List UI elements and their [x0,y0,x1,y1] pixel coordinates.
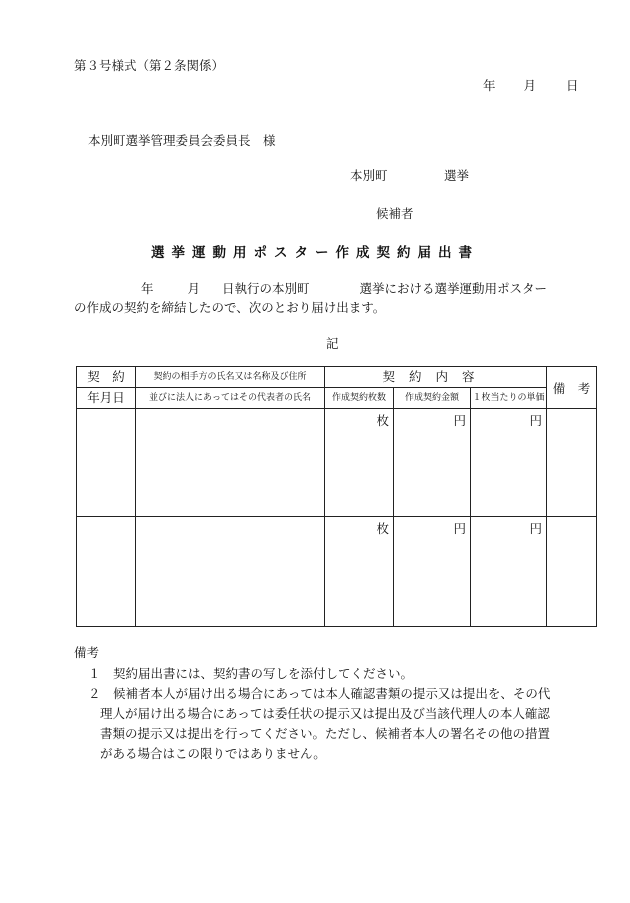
table-row [77,517,597,627]
ki-label: 記 [326,336,339,351]
sender-candidate: 候補者 [376,206,414,221]
form-number: 第３号様式（第２条関係） [74,58,225,73]
cell-amount[interactable]: 円 [394,409,471,517]
cell-party[interactable] [136,517,325,627]
cell-date[interactable] [77,409,136,517]
note-item-1: １ 契約届出書には、契約書の写しを添付してください。 [88,666,414,681]
sender-town: 本別町 [350,168,388,183]
note-item-2: ２ 候補者本人が届け出る場合にあっては本人確認書類の提示又は提出を、その代 [88,686,551,701]
cell-count[interactable]: 枚 [325,517,394,627]
date-month: 月 [523,78,537,93]
cell-date[interactable] [77,517,136,627]
date-line [483,76,579,94]
header-contract: 契約内容 [325,367,547,388]
body-line-1 [141,279,547,297]
document-title: 選挙運動用ポスター作成契約届出書 [151,245,479,261]
cell-unit-price[interactable]: 円 [471,409,547,517]
cell-remarks[interactable] [547,517,597,627]
header-date-line2: 年月日 [77,388,136,409]
header-party-line1: 契約の相手方の氏名又は名称及び住所 [136,367,325,388]
cell-unit-price[interactable]: 円 [471,517,547,627]
body-year: 年 [141,281,154,296]
body-line-2: の作成の契約を締結したので、次のとおり届け出ます。 [74,300,386,315]
cell-remarks[interactable] [547,409,597,517]
body-month: 月 [187,281,201,296]
body-election-suffix: 選挙における選挙運動用ポスター [359,281,548,296]
note-item-2-cont-2: 書類の提示又は提出を行ってください。ただし、候補者本人の署名その他の措置 [100,726,551,741]
cell-party[interactable] [136,409,325,517]
date-day: 日 [566,78,579,93]
table-row [77,409,597,517]
header-amount: 作成契約金額 [394,388,471,409]
contract-table [76,366,597,627]
note-item-2-cont-3: がある場合はこの限りではありません。 [100,746,326,761]
notes-title: 備考 [74,645,100,660]
cell-amount[interactable]: 円 [394,517,471,627]
header-count: 作成契約枚数 [325,388,394,409]
recipient: 本別町選挙管理委員会委員長 様 [88,133,276,148]
header-remarks: 備 考 [547,367,597,409]
header-party-line2: 並びに法人にあってはその代表者の氏名 [136,388,325,409]
body-day-prefix: 日執行の本別町 [222,281,310,296]
header-unit-price: １枚当たりの単価 [471,388,547,409]
sender-election: 選挙 [444,168,470,183]
cell-count[interactable]: 枚 [325,409,394,517]
header-date-line1: 契 約 [77,367,136,388]
note-item-2-cont-1: 理人が届け出る場合にあっては委任状の提示又は提出及び当該代理人の本人確認 [100,706,550,721]
date-year: 年 [483,78,496,93]
